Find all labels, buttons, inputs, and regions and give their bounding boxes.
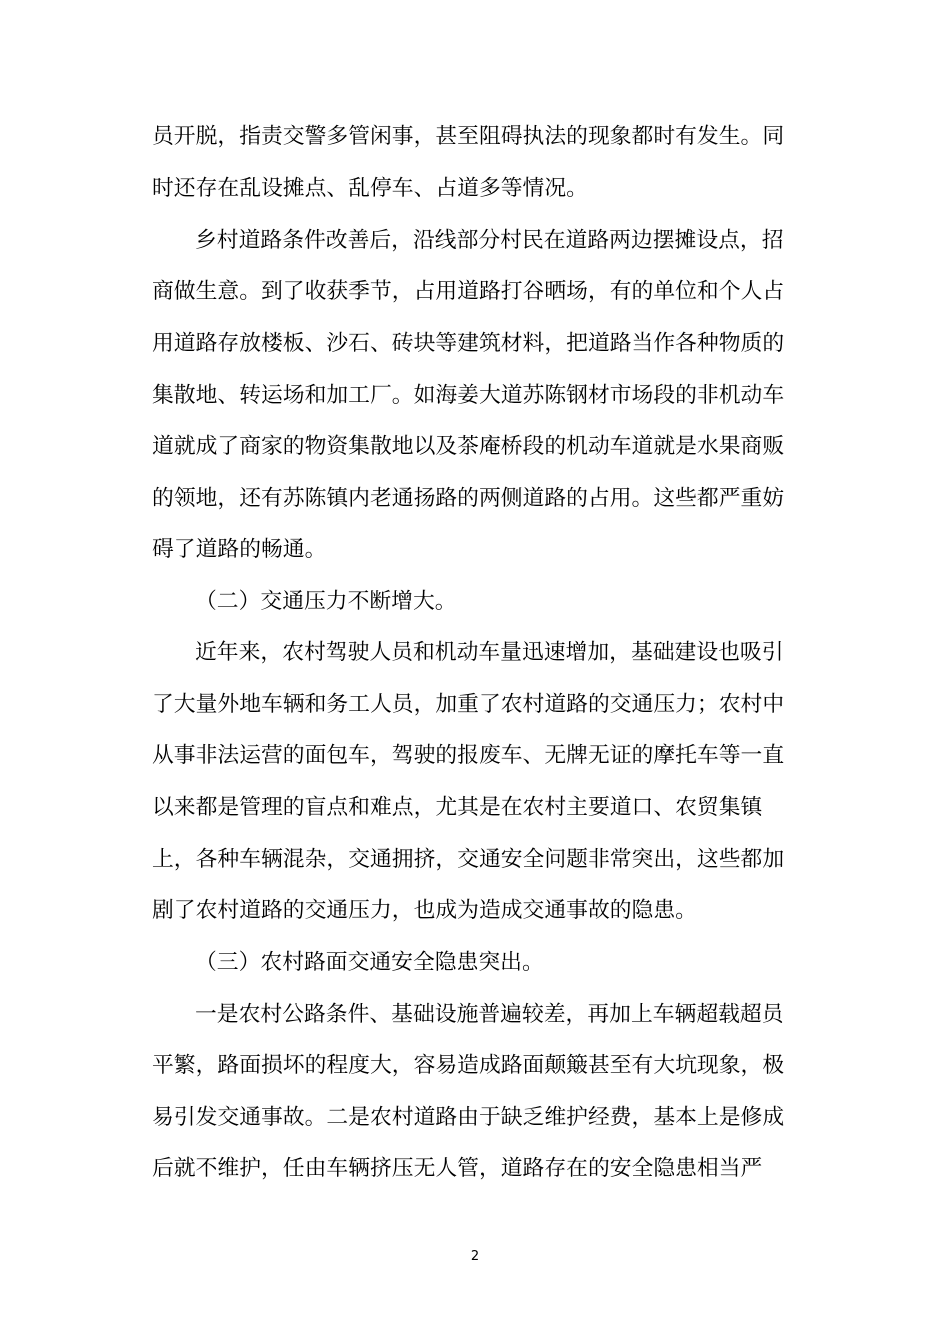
text-line: 员开脱，指责交警多管闲事，甚至阻碍执法的现象都时有发生。同	[152, 124, 785, 149]
text-line: 商做生意。到了收获季节，占用道路打谷晒场，有的单位和个人占	[152, 279, 785, 304]
text-line: 后就不维护，任由车辆挤压无人管，道路存在的安全隐患相当严	[152, 1156, 763, 1181]
section-heading-3: （三）农村路面交通安全隐患突出。	[195, 950, 544, 975]
text-line: 集散地、转运场和加工厂。如海姜大道苏陈钢材市场段的非机动车	[152, 383, 785, 408]
text-line: 用道路存放楼板、沙石、砖块等建筑材料，把道路当作各种物质的	[152, 331, 785, 356]
text-line: 碍了道路的畅通。	[152, 537, 327, 562]
text-line: 的领地，还有苏陈镇内老通扬路的两侧道路的占用。这些都严重妨	[152, 486, 785, 511]
page-number: 2	[470, 1249, 480, 1264]
text-line: 道就成了商家的物资集散地以及茶庵桥段的机动车道就是水果商贩	[152, 434, 785, 459]
text-line: 易引发交通事故。二是农村道路由于缺乏维护经费，基本上是修成	[152, 1105, 785, 1130]
text-line: 从事非法运营的面包车，驾驶的报废车、无牌无证的摩托车等一直	[152, 743, 785, 768]
paragraph-first-line: 近年来，农村驾驶人员和机动车量迅速增加，基础建设也吸引	[195, 640, 784, 665]
text-line: 时还存在乱设摊点、乱停车、占道多等情况。	[152, 176, 588, 201]
text-line: 平繁，路面损坏的程度大，容易造成路面颠簸甚至有大坑现象，极	[152, 1053, 785, 1078]
text-line: 剧了农村道路的交通压力，也成为造成交通事故的隐患。	[152, 898, 697, 923]
text-line: 以来都是管理的盲点和难点，尤其是在农村主要道口、农贸集镇	[152, 795, 763, 820]
paragraph-first-line: 乡村道路条件改善后，沿线部分村民在道路两边摆摊设点，招	[195, 228, 784, 253]
text-line: 上，各种车辆混杂，交通拥挤，交通安全问题非常突出，这些都加	[152, 847, 785, 872]
text-line: 了大量外地车辆和务工人员，加重了农村道路的交通压力；农村中	[152, 692, 785, 717]
section-heading-2: （二）交通压力不断增大。	[195, 589, 457, 614]
paragraph-first-line: 一是农村公路条件、基础设施普遍较差，再加上车辆超载超员	[195, 1002, 784, 1027]
